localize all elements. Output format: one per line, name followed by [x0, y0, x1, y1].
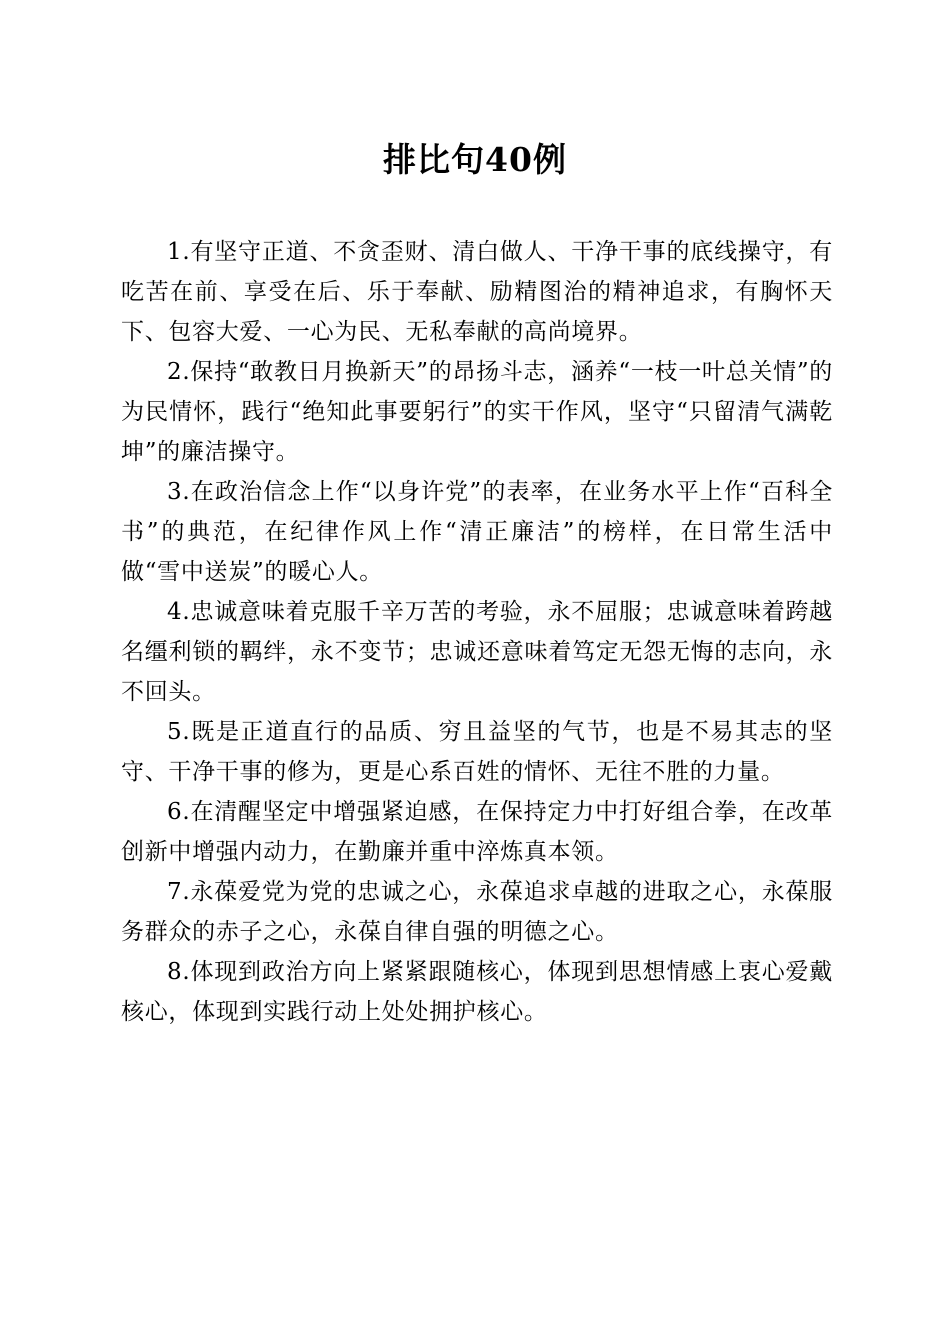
- paragraph-5: 5.既是正道直行的品质、穷且益坚的气节，也是不易其志的坚守、干净干事的修为，更是心系百姓的情怀、无往不胜的力量。: [121, 719, 833, 785]
- paragraph-7: 7.永葆爱党为党的忠诚之心，永葆追求卓越的进取之心，永葆服务群众的赤子之心，永葆自律自强的明德之心。: [121, 879, 833, 945]
- page-title: 排比句40例: [383, 140, 567, 179]
- paragraph-1: 1.有坚守正道、不贪歪财、清白做人、干净干事的底线操守，有吃苦在前、享受在后、乐于奉献、励精图治的精神追求，有胸怀天下、包容大爱、一心为民、无私奉献的高尚境界。: [121, 239, 833, 345]
- document-body: [121, 232, 833, 1032]
- paragraph-4: 4.忠诚意味着克服千辛万苦的考验，永不屈服；忠诚意味着跨越名缰利锁的羁绊，永不变节；忠诚还意味着笃定无怨无悔的志向，永不回头。: [121, 599, 833, 705]
- paragraph-6: 6.在清醒坚定中增强紧迫感，在保持定力中打好组合拳，在改革创新中增强内动力，在勤廉并重中淬炼真本领。: [121, 799, 833, 865]
- paragraph-2: 2.保持“敢教日月换新天”的昂扬斗志，涵养“一枝一叶总关情”的为民情怀，践行“绝知此事要躬行”的实干作风，坚守“只留清气满乾坤”的廉洁操守。: [121, 359, 833, 465]
- paragraph-8: 8.体现到政治方向上紧紧跟随核心，体现到思想情感上衷心爱戴核心，体现到实践行动上处处拥护核心。: [121, 959, 833, 1025]
- paragraph-3: 3.在政治信念上作“以身许党”的表率，在业务水平上作“百科全书”的典范，在纪律作风上作“清正廉洁”的榜样，在日常生活中做“雪中送炭”的暖心人。: [121, 479, 833, 585]
